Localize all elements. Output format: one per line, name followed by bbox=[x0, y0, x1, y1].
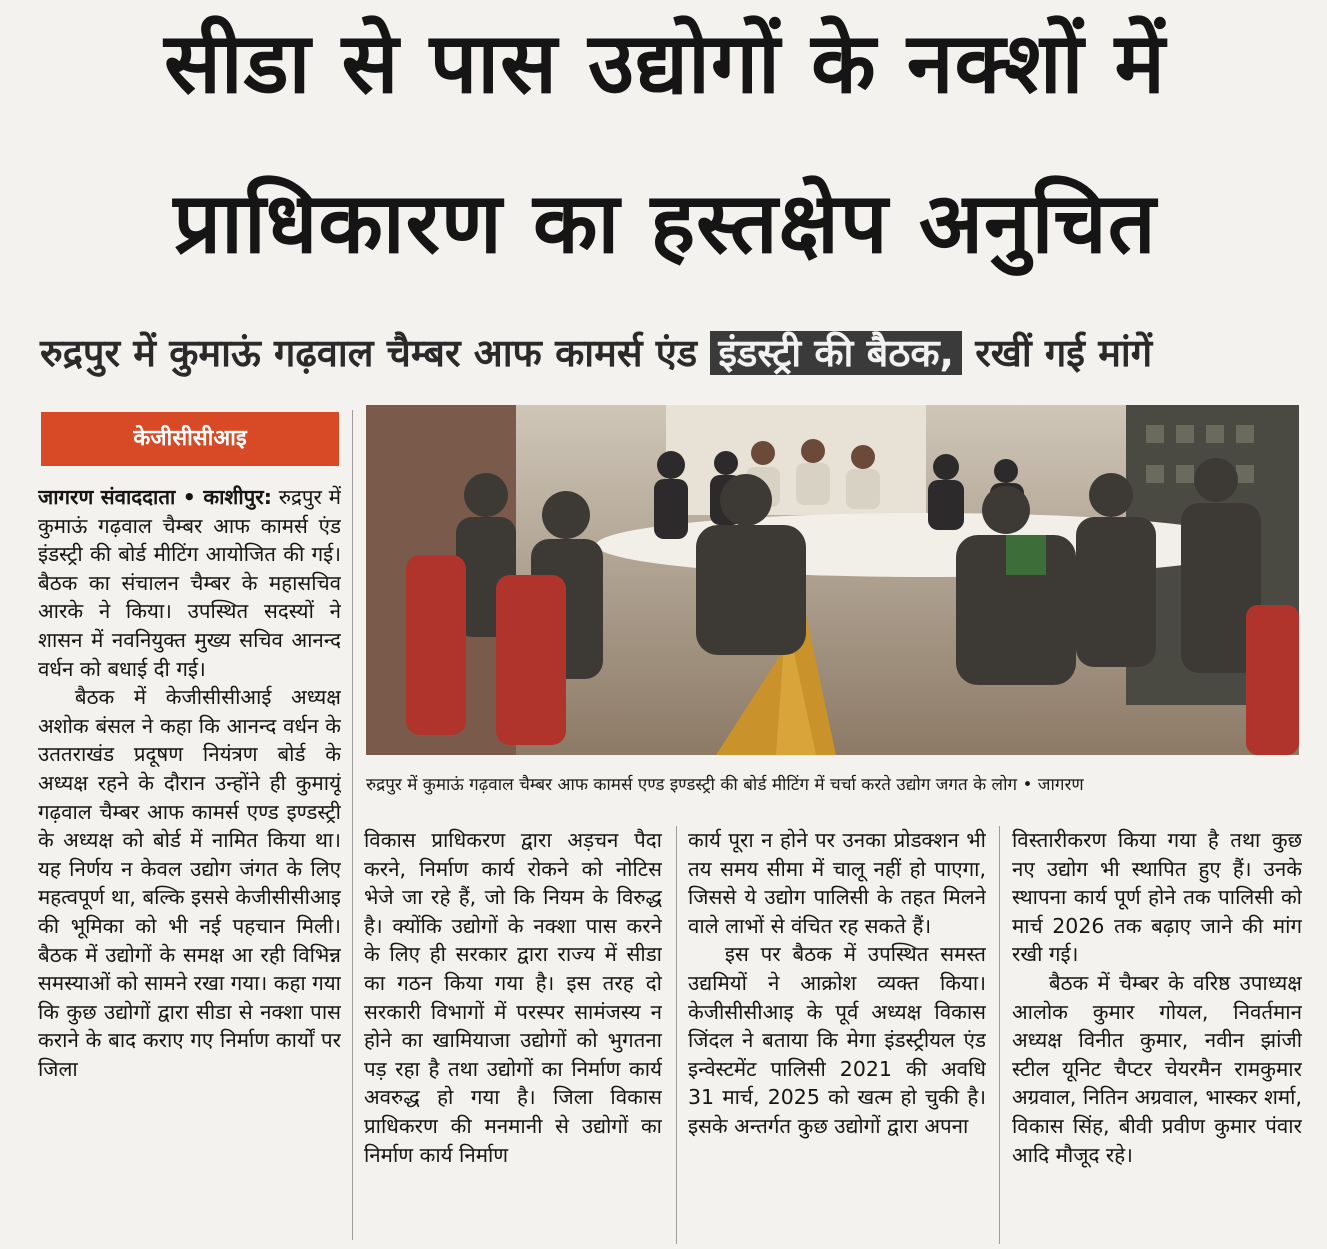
article-column-4 bbox=[1012, 826, 1302, 1246]
paragraph: बैठक में चैम्बर के वरिष्ठ उपाध्यक्ष आलोक कुमार गोयल, निवर्तमान अध्यक्ष विनीत कुमार, नवीन झांजी स्टील यूनिट चैप्टर चेयरमैन रामकुमार अग्रवाल, नितिन अग्रवाल, भास्कर शर्मा, विकास सिंह, बीवी प्रवीण कुमार पंवार आदि मौजूद रहे। bbox=[1012, 970, 1302, 1167]
article-column-3 bbox=[688, 826, 986, 1246]
photo-caption: रुद्रपुर में कुमाऊं गढ़वाल चैम्बर आफ कामर्स एण्ड इण्डस्ट्री की बोर्ड मीटिंग में चर्चा करते उद्योग जगत के लोग • जागरण bbox=[366, 775, 1084, 795]
paragraph: इस पर बैठक में उपस्थित समस्त उद्यमियों ने आक्रोश व्यक्त किया। केजीसीसीआइ के पूर्व अध्यक्ष विकास जिंदल ने बताया कि मेगा इंडस्ट्रीयल एंड इन्वेस्टमेंट पालिसी 2021 की अवधि 31 मार्च, 2025 को खत्म हो चुकी है। इसके अन्तर्गत कुछ उद्योगों द्वारा अपना bbox=[688, 942, 986, 1138]
meeting-photo bbox=[366, 405, 1299, 755]
headline-line-1: सीडा से पास उद्योगों के नक्शों में bbox=[164, 14, 1166, 112]
article-column-1 bbox=[38, 483, 341, 1243]
paragraph: कार्य पूरा न होने पर उनका प्रोडक्शन भी तय समय सीमा में चालू नहीं हो पाएगा, जिससे ये उद्योग पालिसी के तहत मिलने वाले लाभों से वंचित रह सकते हैं। bbox=[688, 828, 986, 938]
column-divider bbox=[676, 826, 677, 1244]
column-divider bbox=[352, 410, 353, 1240]
subheadline-tail: रखीं गई मांगें bbox=[961, 331, 1153, 375]
subheadline bbox=[40, 318, 1290, 388]
meeting-photo-illustration bbox=[366, 405, 1299, 755]
article-column-2 bbox=[364, 826, 662, 1246]
section-tag: केजीसीसीआइ bbox=[41, 412, 339, 466]
paragraph: रुद्रपुर में कुमाऊं गढ़वाल चैम्बर आफ कामर्स एंड इंडस्ट्री की बोर्ड मीटिंग आयोजित की गई। बैठक का संचालन चैम्बर के महासचिव आरके ने किया। उपस्थित सदस्यों ने शासन में नवनियुक्त मुख्य सचिव आनन्द वर्धन को बधाई दी गई। bbox=[38, 485, 341, 681]
headline-line-2: प्राधिकारण का हस्तक्षेप अनुचित bbox=[173, 174, 1157, 272]
byline: जागरण संवाददाता • काशीपुर: bbox=[38, 485, 272, 509]
paragraph: बैठक में केजीसीसीआई अध्यक्ष अशोक बंसल ने कहा कि आनन्द वर्धन के उततराखंड प्रदूषण नियंत्रण बोर्ड के अध्यक्ष रहने के दौरान उन्होंने ही कुमायूं गढ़वाल चैम्बर आफ कामर्स एण्ड इण्डस्ट्री के अध्यक्ष को बोर्ड में नामित किया था। यह निर्णय न केवल उद्योग जंगत के लिए महत्वपूर्ण था, बल्कि इससे केजीसीसीआइ की भूमिका को भी नई पहचान मिली। बैठक में उद्योगों के समक्ष आ रही विभिन्न समस्याओं को सामने रखा गया। कहा गया कि कुछ उद्योगों द्वारा सीडा से नक्शा पास कराने के बाद कराए गए निर्माण कार्यों पर जिला bbox=[38, 685, 341, 1081]
paragraph: विस्तारीकरण किया गया है तथा कुछ नए उद्योग भी स्थापित हुए हैं। उनके स्थापना कार्य पूर्ण होने तक पालिसी को मार्च 2026 तक बढ़ाए जाने की मांग रखी गई। bbox=[1012, 828, 1302, 967]
subheadline-text: रुद्रपुर में कुमाऊं गढ़वाल चैम्बर आफ कामर्स एंड bbox=[40, 331, 711, 375]
subheadline-highlight: इंडस्ट्री की बैठक, bbox=[710, 331, 962, 375]
paragraph: विकास प्राधिकरण द्वारा अड़चन पैदा करने, निर्माण कार्य रोकने को नोटिस भेजे जा रहे हैं, जो कि नियम के विरुद्ध है। क्योंकि उद्योगों के नक्शा पास करने के लिए ही सरकार द्वारा राज्य में सीडा का गठन किया गया है। इस तरह दो सरकारी विभागों में परस्पर सामंजस्य न होने का खामियाजा उद्योगों को भुगतना पड़ रहा है तथा उद्योगों का निर्माण कार्य अवरुद्ध हो गया है। जिला विकास प्राधिकरण की मनमानी से उद्योगों का निर्माण कार्य निर्माण bbox=[364, 828, 662, 1167]
column-divider bbox=[999, 826, 1000, 1244]
